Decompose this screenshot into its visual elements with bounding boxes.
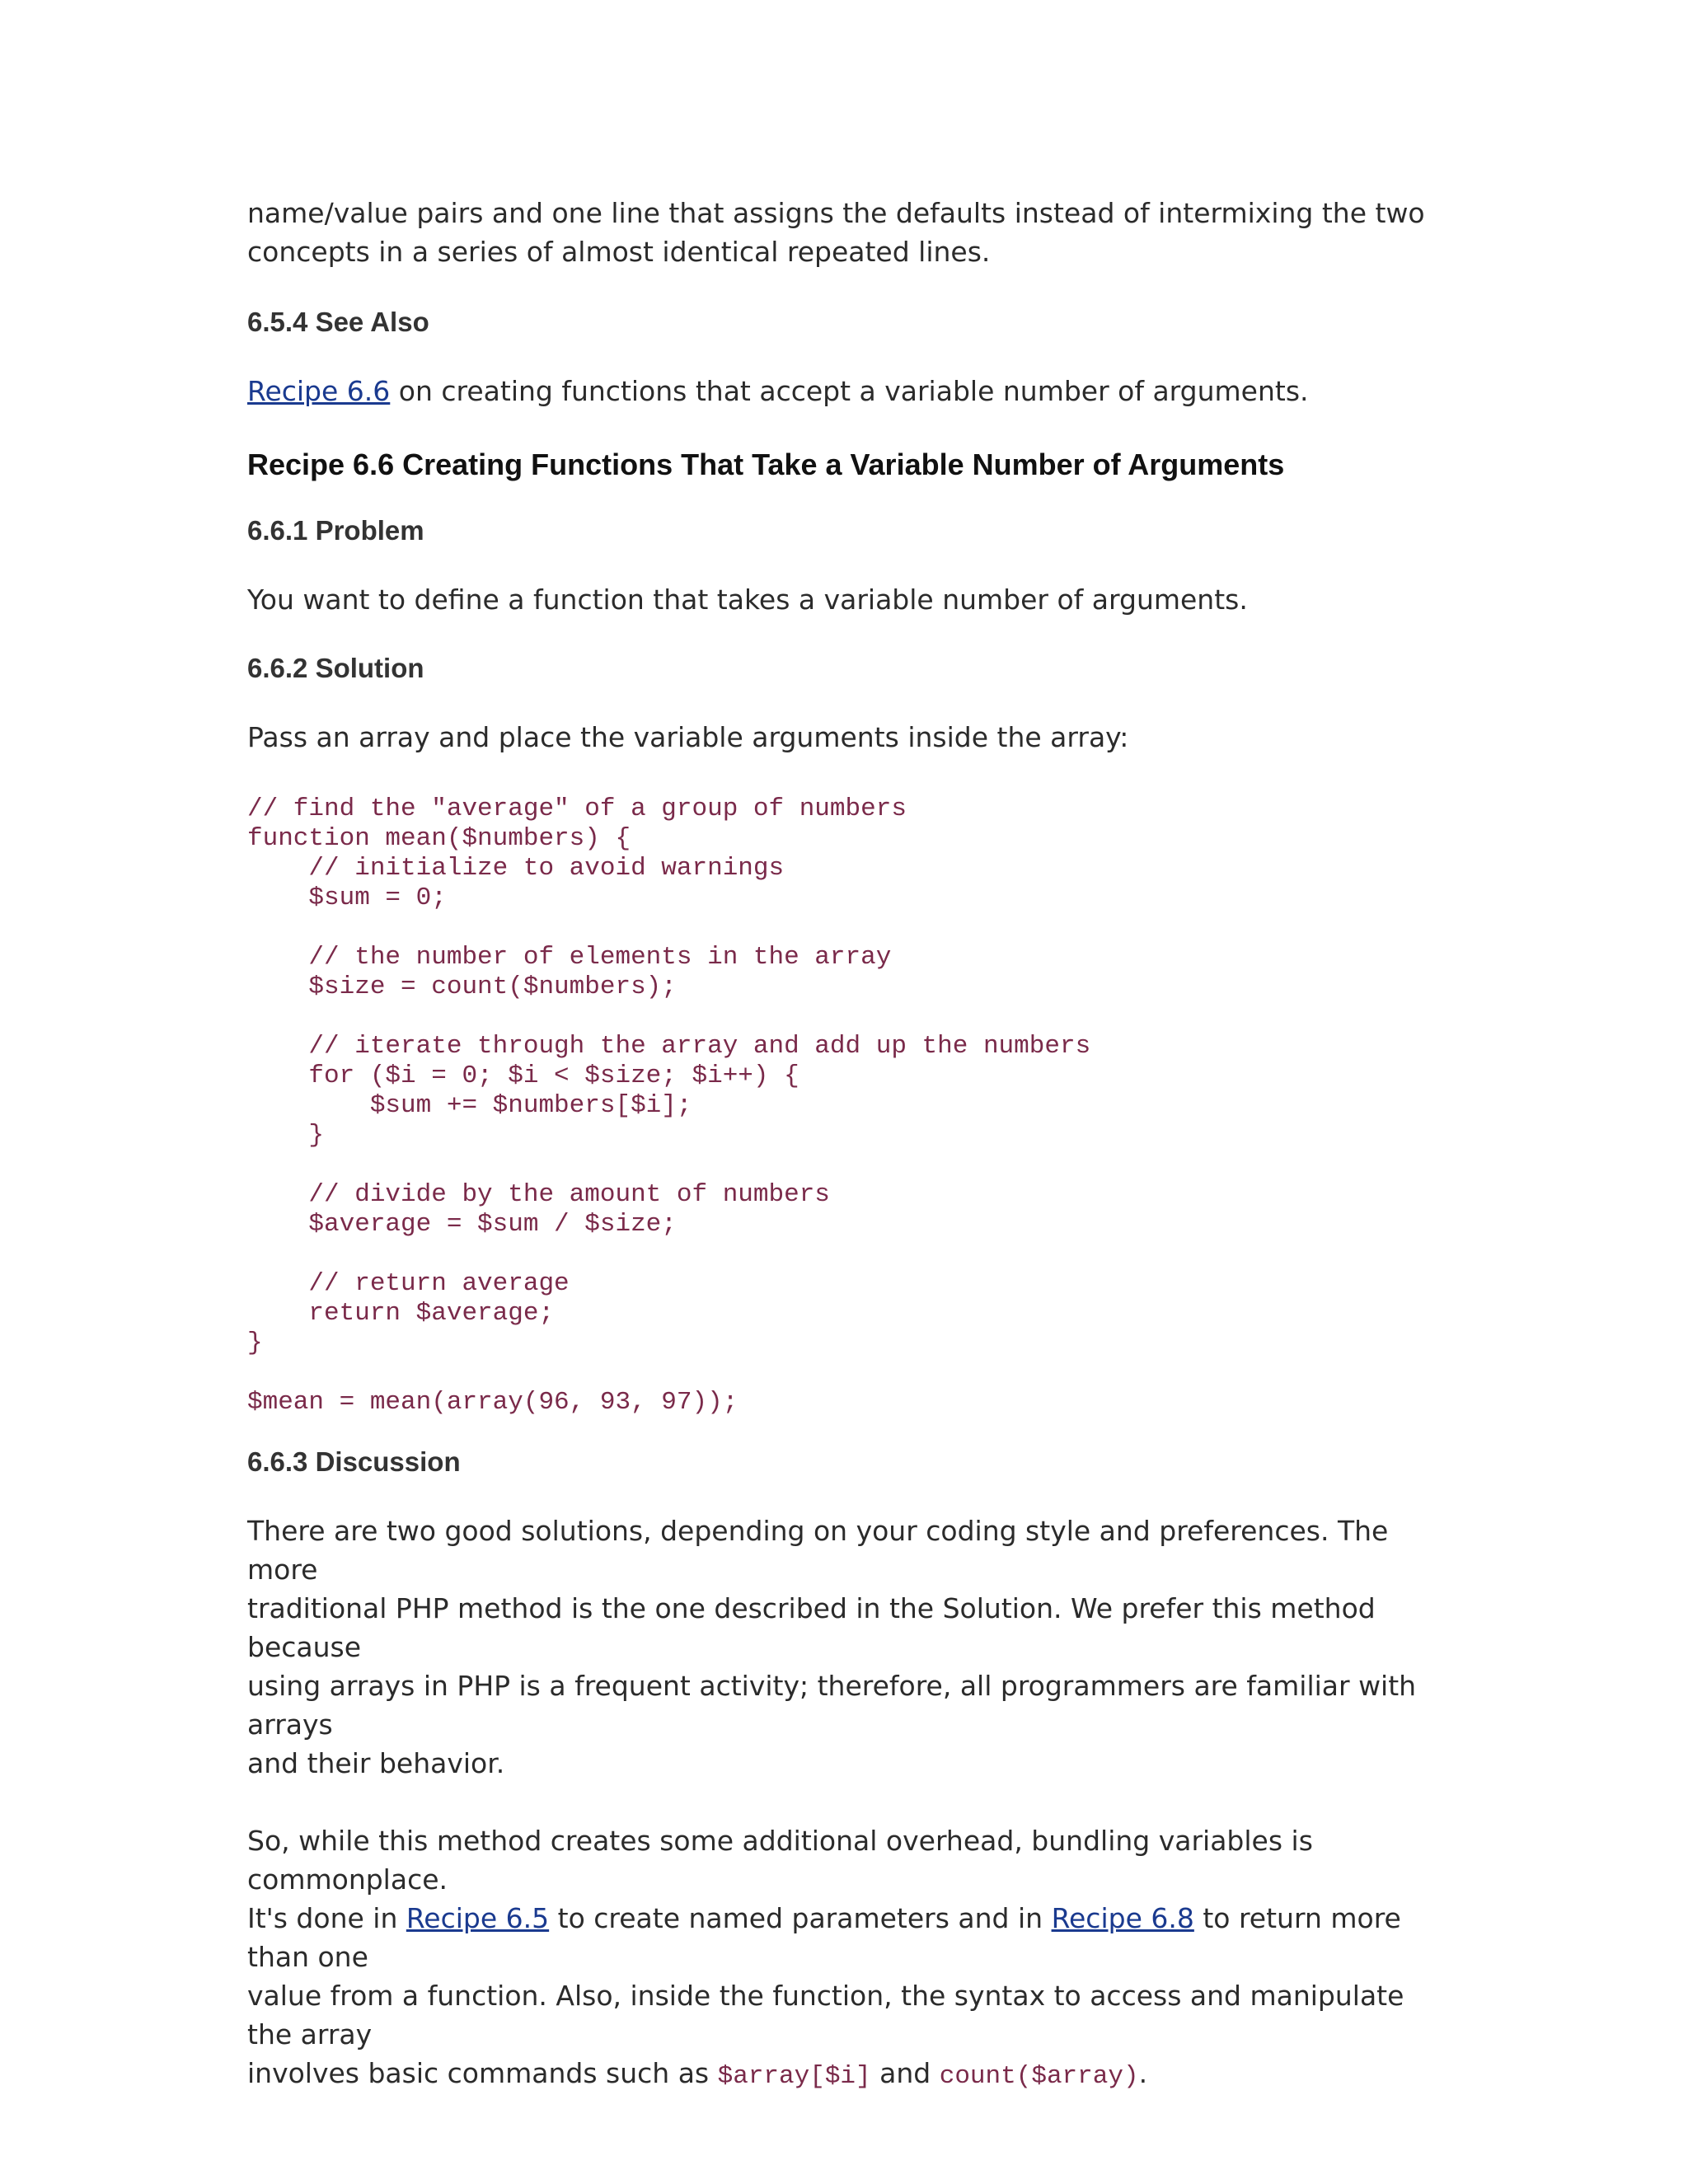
discussion-paragraph-1: [247, 1511, 1451, 1783]
document-page: [247, 165, 1451, 2096]
see-also-paragraph: [247, 372, 1451, 410]
discussion-p2-line-3: value from a function. Also, inside the function, the syntax to access and manipulate the array: [247, 1980, 1404, 2050]
discussion-p2-line-2a: It's done in: [247, 1902, 406, 1934]
discussion-p2-line-4b: and: [870, 2057, 940, 2089]
intro-line-2: concepts in a series of almost identical repeated lines.: [247, 236, 991, 268]
discussion-p1-line-2: traditional PHP method is the one described in the Solution. We prefer this method because: [247, 1592, 1376, 1663]
inline-code-array-index: $array[$i]: [717, 2062, 871, 2091]
problem-text: You want to define a function that takes a variable number of arguments.: [247, 583, 1248, 616]
discussion-heading: 6.6.3 Discussion: [247, 1446, 461, 1477]
solution-heading: 6.6.2 Solution: [247, 653, 424, 683]
see-also-heading: 6.5.4 See Also: [247, 307, 429, 337]
recipe-title: Recipe 6.6 Creating Functions That Take a Variable Number of Arguments: [247, 448, 1285, 481]
see-also-text: on creating functions that accept a variable number of arguments.: [390, 375, 1309, 407]
discussion-p1-line-3: using arrays in PHP is a frequent activity; therefore, all programmers are familiar with arrays: [247, 1670, 1417, 1741]
discussion-p2-line-2c: to return more than one: [247, 1902, 1401, 1973]
discussion-p2-line-2b: to create named parameters and in: [549, 1902, 1052, 1934]
discussion-p2-line-4a: involves basic commands such as: [247, 2057, 718, 2089]
inline-code-count: count($array): [939, 2062, 1139, 2091]
recipe-6-5-link[interactable]: Recipe 6.5: [406, 1902, 550, 1934]
recipe-6-6-link[interactable]: Recipe 6.6: [247, 375, 391, 407]
intro-line-1: name/value pairs and one line that assigns the defaults instead of intermixing the two: [247, 197, 1425, 229]
intro-paragraph: [247, 194, 1451, 271]
solution-text: Pass an array and place the variable arguments inside the array:: [247, 721, 1129, 753]
recipe-6-8-link[interactable]: Recipe 6.8: [1051, 1902, 1194, 1934]
discussion-p2-line-4c: .: [1138, 2057, 1148, 2089]
discussion-p1-line-4: and their behavior.: [247, 1747, 505, 1779]
discussion-paragraph-2: [247, 1821, 1451, 2096]
discussion-p1-line-1: There are two good solutions, depending on your coding style and preferences. The more: [247, 1515, 1389, 1586]
problem-heading: 6.6.1 Problem: [247, 515, 424, 546]
discussion-p2-line-1: So, while this method creates some additional overhead, bundling variables is commonplace.: [247, 1825, 1313, 1896]
solution-code-block: // find the "average" of a group of numbers function mean($numbers) { // initialize to avoid warnings $sum = 0; // the number of elements in the array $size = count($numbers); // iterate through the array and add up the numbers for ($i = 0; $i < $size; $i++) { $sum += $numbers[$i]; } // divide by the amount of numbers $average = $sum / $size; // return average return $average; } $mean = mean(array(96, 93, 97));: [247, 794, 1091, 1417]
